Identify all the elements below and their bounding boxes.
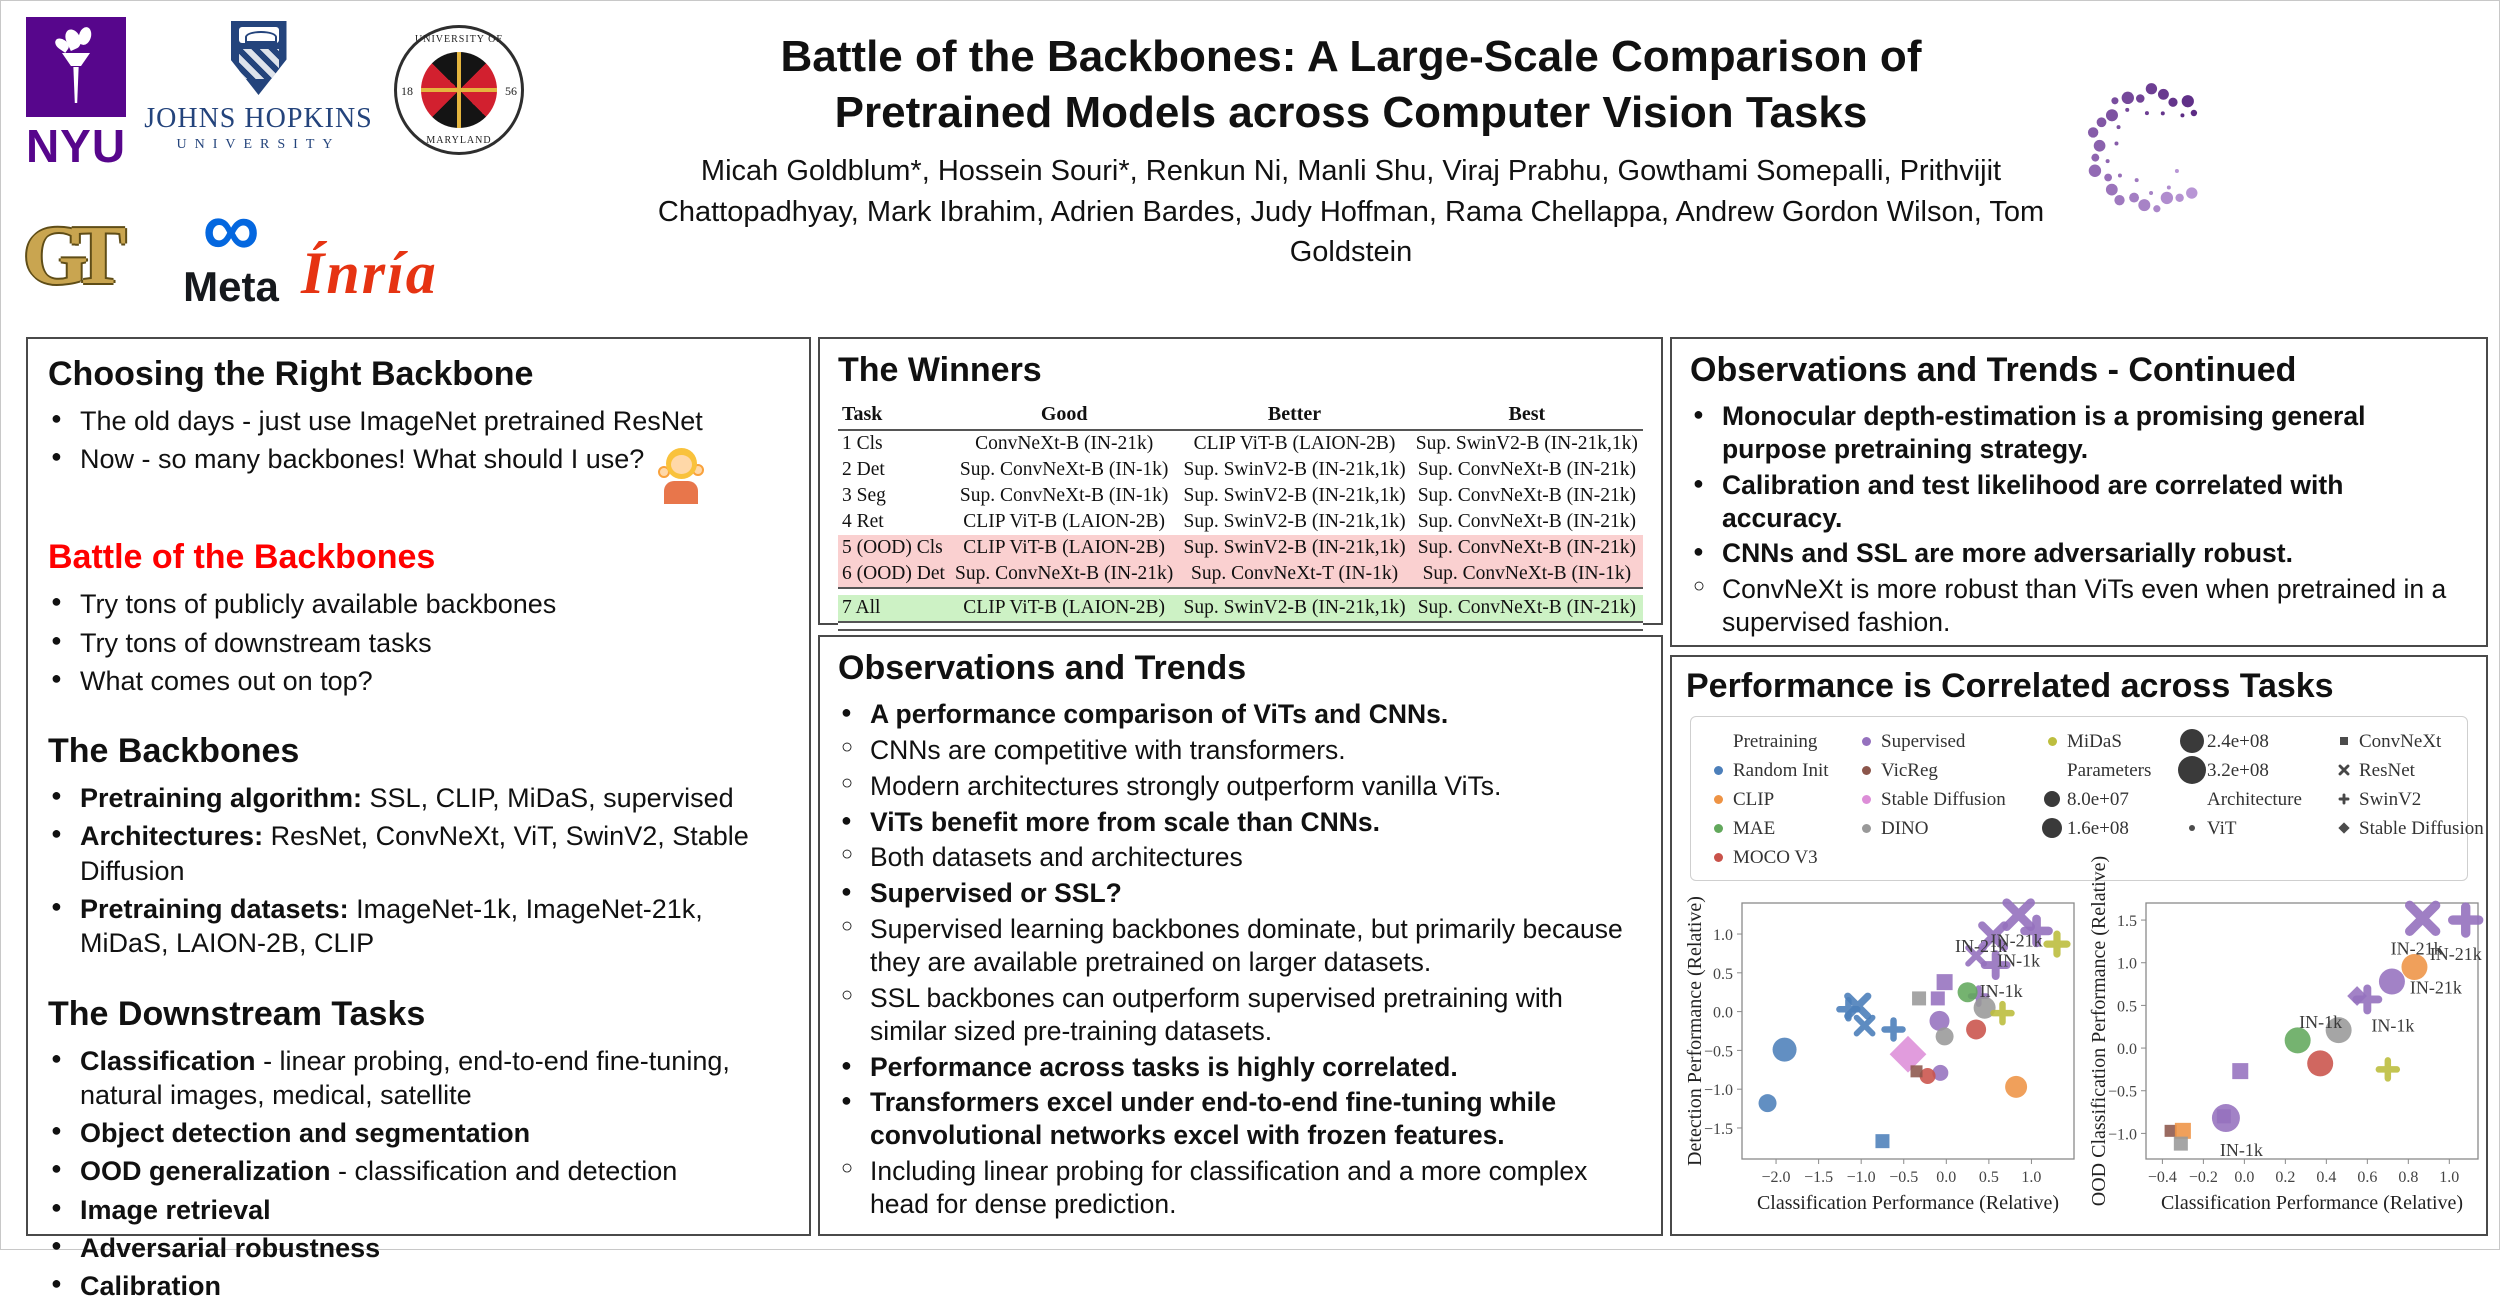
legend-label: 1.6e+08: [2067, 817, 2129, 839]
umd-globe-icon: [421, 52, 497, 128]
legend-label: DINO: [1881, 817, 1929, 839]
svg-text:Classification Performance (Re: Classification Performance (Relative): [1756, 1192, 2060, 1214]
legend-marker-icon: [2329, 727, 2359, 756]
legend-item: [1851, 814, 2037, 843]
observations-continued-heading: Observations and Trends - Continued: [1690, 351, 2297, 389]
legend-marker-icon: [2177, 785, 2207, 814]
column-header: Better: [1178, 400, 1410, 430]
svg-text:IN-21k: IN-21k: [1990, 930, 2043, 951]
jhu-wordmark: JOHNS HOPKINS: [144, 103, 373, 134]
bullet-item: ● Pretraining algorithm: SSL, CLIP, MiDaS, supervised: [48, 781, 789, 815]
legend-label: Architecture: [2207, 788, 2302, 810]
neurips-swirl-icon: [2079, 61, 2229, 236]
poster-title: [701, 29, 2001, 142]
legend-label: Pretraining: [1733, 730, 1818, 752]
legend-marker-icon: [1703, 785, 1733, 814]
svg-text:0.5: 0.5: [1713, 965, 1733, 983]
svg-text:−1.5: −1.5: [1703, 1120, 1733, 1138]
bullet-item: ○ Including linear probing for classification and a more complex head for dense prediction.: [838, 1155, 1643, 1221]
section-battle-of-backbones: [48, 538, 789, 698]
bullet-item: ● Transformers excel under end-to-end fine-tuning while convolutional networks excel with frozen features.: [838, 1086, 1643, 1152]
jhu-shield-icon: [231, 21, 287, 95]
observations-heading: Observations and Trends: [838, 649, 1247, 687]
svg-text:−1.0: −1.0: [1703, 1082, 1733, 1100]
legend-item: [1851, 785, 2037, 814]
svg-text:IN-1k: IN-1k: [2219, 1140, 2263, 1161]
legend-marker-icon: [2329, 785, 2359, 814]
legend-marker-icon: [1703, 756, 1733, 785]
legend-item: [1851, 756, 2037, 785]
section-heading: The Backbones: [48, 732, 300, 771]
legend-column: [1703, 727, 1851, 872]
bullet-item: ○ Both datasets and architectures: [838, 841, 1643, 874]
bullet-item: ● Calibration and test likelihood are correlated with accuracy.: [1690, 469, 2468, 535]
bullet-item: ● OOD generalization - classification and detection: [48, 1154, 789, 1188]
legend-label: SwinV2: [2359, 788, 2422, 810]
svg-text:IN-1k: IN-1k: [2299, 1012, 2343, 1033]
meta-wordmark: Meta: [183, 263, 279, 310]
bullet-item: ○ CNNs are competitive with transformers.: [838, 734, 1643, 767]
svg-text:IN-21k: IN-21k: [2390, 938, 2443, 959]
bullet-item: ● Pretraining datasets: ImageNet-1k, ImageNet-21k, MiDaS, LAION-2B, CLIP: [48, 892, 789, 961]
svg-text:0.4: 0.4: [2316, 1169, 2337, 1186]
legend-item: [2037, 785, 2177, 814]
legend-marker-icon: [2037, 727, 2067, 756]
bullet-item: ● CNNs and SSL are more adversarially robust.: [1690, 537, 2468, 570]
legend-label: VicReg: [1881, 759, 1938, 781]
bullet-item: ● What comes out on top?: [48, 664, 789, 698]
bullet-item: ● Architectures: ResNet, ConvNeXt, ViT, SwinV2, Stable Diffusion: [48, 819, 789, 888]
bullet-item: ● Supervised or SSL?: [838, 877, 1643, 910]
legend-item: [2037, 814, 2177, 843]
svg-text:−1.0: −1.0: [1846, 1169, 1876, 1186]
legend-column: [2037, 727, 2177, 872]
svg-text:−0.4: −0.4: [2147, 1169, 2177, 1186]
legend-label: ConvNeXt: [2359, 730, 2442, 752]
bullet-item: ● Calibration: [48, 1269, 789, 1303]
svg-text:0.0: 0.0: [2117, 1041, 2137, 1059]
bullet-item: ● Now - so many backbones! What should I use?: [48, 442, 789, 504]
svg-text:0.6: 0.6: [2357, 1169, 2378, 1186]
section-heading: Choosing the Right Backbone: [48, 355, 534, 393]
legend-column: [2177, 727, 2329, 872]
legend-item: [2177, 814, 2329, 843]
author-list: Micah Goldblum*, Hossein Souri*, Renkun Ni, Manli Shu, Viraj Prabhu, Gowthami Somepalli, Prithvijit Chattopadhyay, Mark Ibrahim, Adrien Bardes, Judy Hoffman, Rama Chellappa, Andrew Gordon Wilson, Tom Goldstein: [657, 155, 2045, 269]
shrug-emoji-icon: [658, 448, 704, 504]
winners-table: [838, 400, 1643, 633]
bullet-item: ● Object detection and segmentation: [48, 1116, 789, 1150]
georgia-tech-logo: GT: [23, 209, 109, 302]
svg-text:IN-1k: IN-1k: [2371, 1015, 2415, 1036]
svg-text:1.5: 1.5: [2117, 913, 2137, 931]
meta-logo: [176, 184, 286, 311]
table-row: 4 Ret CLIP ViT-B (LAION-2B) Sup. SwinV2-B (IN-21k,1k) Sup. ConvNeXt-B (IN-21k): [842, 511, 1636, 532]
legend-item: [2177, 756, 2329, 785]
legend-label: 2.4e+08: [2207, 730, 2269, 752]
legend-label: Random Init: [1733, 759, 1829, 781]
bullet-item: ● Monocular depth-estimation is a promising general purpose pretraining strategy.: [1690, 400, 2468, 466]
table-header-row: [838, 400, 1643, 430]
bullet-item: ● The old days - just use ImageNet pretrained ResNet: [48, 404, 789, 438]
svg-text:IN-1k: IN-1k: [1997, 950, 2041, 971]
legend-item: [2329, 814, 2485, 843]
svg-text:0.8: 0.8: [2398, 1169, 2419, 1186]
svg-text:−1.5: −1.5: [1804, 1169, 1834, 1186]
legend-label: MOCO V3: [1733, 846, 1818, 868]
bullet-item: ● Performance across tasks is highly correlated.: [838, 1051, 1643, 1084]
legend-item: [1703, 756, 1851, 785]
table-row: 6 (OOD) Det Sup. ConvNeXt-B (IN-21k) Sup. ConvNeXt-T (IN-1k) Sup. ConvNeXt-B (IN-1k): [838, 561, 1643, 588]
legend-marker-icon: [1851, 727, 1881, 756]
svg-text:1.0: 1.0: [1713, 927, 1733, 945]
legend-marker-icon: [1851, 756, 1881, 785]
svg-text:0.0: 0.0: [1936, 1169, 1957, 1186]
column-header: Good: [950, 400, 1178, 430]
panel-correlation-plots: [1670, 655, 2488, 1236]
svg-text:0.5: 0.5: [2117, 998, 2137, 1016]
svg-text:1.0: 1.0: [2021, 1169, 2042, 1186]
title-line-2: Pretrained Models across Computer Vision Tasks: [834, 88, 1868, 138]
legend-item: [2037, 727, 2177, 756]
svg-text:IN-21k: IN-21k: [2429, 944, 2482, 965]
bullet-item: ● Adversarial robustness: [48, 1231, 789, 1265]
legend-label: MAE: [1733, 817, 1776, 839]
legend-label: Supervised: [1881, 730, 1966, 752]
panel-observations-continued: [1670, 337, 2488, 647]
legend-item: [2329, 785, 2485, 814]
legend-label: Stable Diffusion: [1881, 788, 2006, 810]
legend-item: [2177, 727, 2329, 756]
winners-heading: The Winners: [838, 351, 1042, 389]
inria-logo: Ínría: [301, 240, 438, 306]
panel-winners: [818, 337, 1663, 625]
section-downstream-tasks: [48, 995, 789, 1304]
legend-label: Stable Diffusion: [2359, 817, 2484, 839]
svg-text:0.0: 0.0: [2234, 1169, 2255, 1186]
table-row: 1 Cls ConvNeXt-B (IN-21k) CLIP ViT-B (LAION-2B) Sup. SwinV2-B (IN-21k,1k): [842, 433, 1638, 454]
legend-marker-icon: [2329, 756, 2359, 785]
legend-marker-icon: [2177, 756, 2207, 785]
legend-label: MiDaS: [2067, 730, 2122, 752]
section-heading-red: Battle of the Backbones: [48, 538, 436, 577]
svg-text:IN-1k: IN-1k: [1979, 981, 2023, 1002]
svg-text:Classification Performance (Re: Classification Performance (Relative): [2160, 1192, 2464, 1214]
detection-vs-classification-plot: [1686, 887, 2084, 1217]
correlation-heading: Performance is Correlated across Tasks: [1686, 667, 2334, 705]
bullet-item: ● Try tons of publicly available backbones: [48, 587, 789, 621]
column-header: Best: [1411, 400, 1643, 430]
bullet-item: ○ Modern architectures strongly outperform vanilla ViTs.: [838, 770, 1643, 803]
legend-item: [1851, 727, 2037, 756]
svg-text:−0.2: −0.2: [2188, 1169, 2218, 1186]
jhu-logo: [136, 21, 381, 153]
bullet-item: ● Image retrieval: [48, 1193, 789, 1227]
legend-marker-icon: [2037, 756, 2067, 785]
legend-label: 3.2e+08: [2207, 759, 2269, 781]
svg-text:Detection Performance (Relativ: Detection Performance (Relative): [1684, 896, 1706, 1166]
legend-label: ViT: [2207, 817, 2237, 839]
bullet-item: ● A performance comparison of ViTs and CNNs.: [838, 698, 1643, 731]
nyu-torch-icon: [26, 17, 126, 117]
legend-label: CLIP: [1733, 788, 1775, 810]
svg-text:−0.5: −0.5: [1889, 1169, 1919, 1186]
jhu-university-label: UNIVERSITY: [176, 137, 341, 152]
svg-text:IN-21k: IN-21k: [1954, 936, 2007, 957]
bullet-item: ● Try tons of downstream tasks: [48, 626, 789, 660]
legend-marker-icon: [2037, 785, 2067, 814]
bullet-item: ● ViTs benefit more from scale than CNNs.: [838, 806, 1643, 839]
meta-infinity-icon: ∞: [202, 184, 260, 273]
table-row: 5 (OOD) Cls CLIP ViT-B (LAION-2B) Sup. SwinV2-B (IN-21k,1k) Sup. ConvNeXt-B (IN-21k): [838, 535, 1643, 561]
legend-item: [2329, 756, 2485, 785]
legend-marker-icon: [2177, 814, 2207, 843]
svg-text:0.5: 0.5: [1978, 1169, 1999, 1186]
svg-text:OOD Classification Performance: OOD Classification Performance (Relative): [2088, 855, 2110, 1207]
bullet-item: ○ ConvNeXt is more robust than ViTs even when pretrained in a supervised fashion.: [1690, 573, 2468, 639]
legend-label: 8.0e+07: [2067, 788, 2129, 810]
legend-marker-icon: [2177, 727, 2207, 756]
legend-marker-icon: [2037, 814, 2067, 843]
table-row: 7 All CLIP ViT-B (LAION-2B) Sup. SwinV2-B (IN-21k,1k) Sup. ConvNeXt-B (IN-21k): [838, 595, 1643, 622]
svg-text:−0.5: −0.5: [2107, 1083, 2137, 1101]
section-the-backbones: [48, 732, 789, 960]
svg-text:−0.5: −0.5: [1703, 1043, 1733, 1061]
ood-vs-classification-plot: [2088, 855, 2488, 1217]
panel-intro: [26, 337, 811, 1302]
neurips-logo: [2079, 61, 2489, 241]
legend-marker-icon: [1851, 814, 1881, 843]
plot-legend: [1690, 716, 2484, 881]
legend-item: [1703, 814, 1851, 843]
svg-text:0.0: 0.0: [1713, 1004, 1733, 1022]
bullet-item: ○ Supervised learning backbones dominate, but primarily because they are available pretrained on larger datasets.: [838, 913, 1643, 979]
umd-seal: UNIVERSITY OF MARYLAND 18 56: [394, 25, 524, 155]
legend-label: ResNet: [2359, 759, 2415, 781]
title-line-1: Battle of the Backbones: A Large-Scale Comparison of: [780, 32, 1922, 81]
legend-item: [1703, 785, 1851, 814]
svg-text:1.0: 1.0: [2439, 1169, 2460, 1186]
legend-item: [2037, 756, 2177, 785]
svg-text:−1.0: −1.0: [2107, 1126, 2137, 1144]
legend-marker-icon: [1703, 814, 1733, 843]
svg-text:IN-21k: IN-21k: [2409, 977, 2462, 998]
svg-text:−2.0: −2.0: [1761, 1169, 1791, 1186]
legend-item: [1703, 843, 1851, 872]
svg-text:1.0: 1.0: [2117, 955, 2137, 973]
bullet-item: ● Classification - linear probing, end-to-end fine-tuning, natural images, medical, satellite: [48, 1044, 789, 1113]
legend-marker-icon: [2329, 814, 2359, 843]
legend-marker-icon: [1703, 727, 1733, 756]
legend-item: [2177, 785, 2329, 814]
table-row: 3 Seg Sup. ConvNeXt-B (IN-1k) Sup. SwinV2-B (IN-21k,1k) Sup. ConvNeXt-B (IN-21k): [842, 485, 1636, 506]
panel-observations: [818, 635, 1663, 1236]
table-row: 2 Det Sup. ConvNeXt-B (IN-1k) Sup. SwinV2-B (IN-21k,1k) Sup. ConvNeXt-B (IN-21k): [842, 459, 1636, 480]
legend-column: [2329, 727, 2485, 872]
legend-marker-icon: [1851, 785, 1881, 814]
section-heading: The Downstream Tasks: [48, 994, 426, 1033]
column-header: Task: [838, 400, 950, 430]
legend-column: [1851, 727, 2037, 872]
bullet-item: ○ SSL backbones can outperform supervised pretraining with similar sized pre-training datasets.: [838, 982, 1643, 1048]
svg-text:0.2: 0.2: [2275, 1169, 2296, 1186]
section-choosing-backbone: [48, 355, 789, 504]
legend-item: [1703, 727, 1851, 756]
legend-marker-icon: [1703, 843, 1733, 872]
legend-item: [2329, 727, 2485, 756]
nyu-wordmark: NYU: [25, 120, 127, 172]
legend-label: Parameters: [2067, 759, 2152, 781]
